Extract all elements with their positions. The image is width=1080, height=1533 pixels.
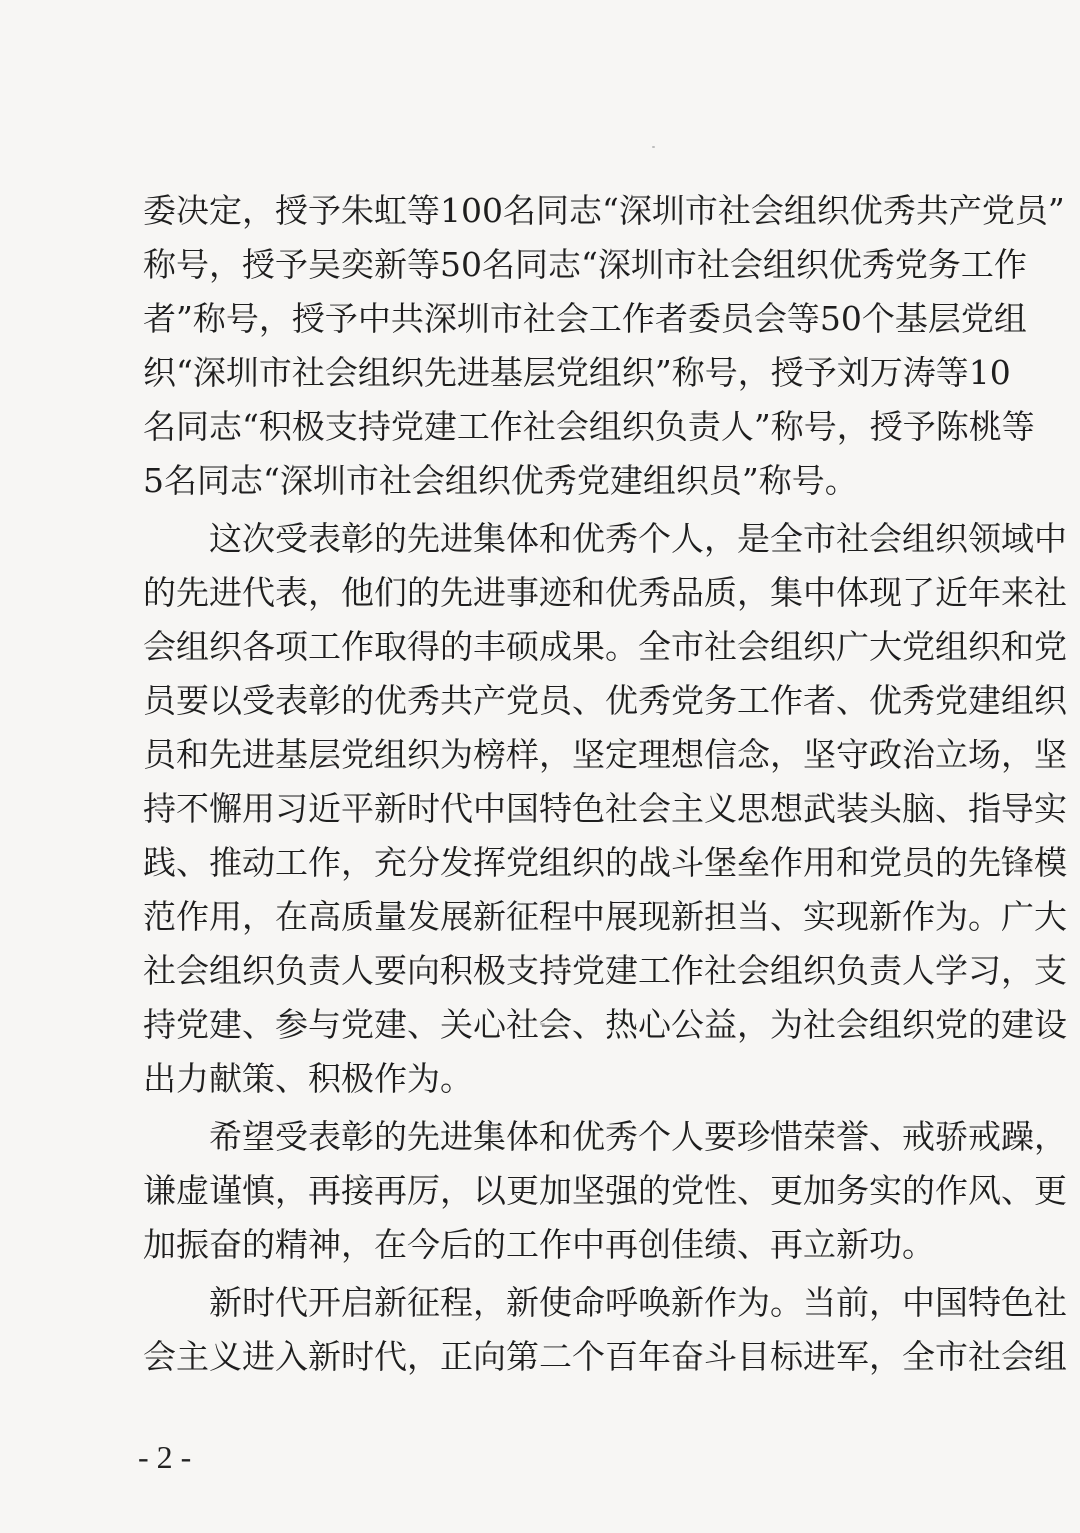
text-line: 称号，授予吴奕新等50名同志“深圳市社会组织优秀党务工作 [143, 245, 1027, 284]
text-line: 者”称号，授予中共深圳市社会工作者委员会等50个基层党组 [143, 299, 1027, 338]
text-line: 加振奋的精神，在今后的工作中再创佳绩、再立新功。 [143, 1225, 935, 1264]
text-line: 5名同志“深圳市社会组织优秀党建组织员”称号。 [143, 461, 858, 500]
text-line: 员要以受表彰的优秀共产党员、优秀党务工作者、优秀党建组织 [143, 681, 1067, 720]
text-line: 践、推动工作，充分发挥党组织的战斗堡垒作用和党员的先锋模 [143, 843, 1067, 882]
paragraph [143, 184, 1065, 508]
text-line: 织“深圳市社会组织先进基层党组织”称号，授予刘万涛等10 [143, 353, 1011, 392]
text-line: 委决定，授予朱虹等100名同志“深圳市社会组织优秀共产党员” [143, 191, 1065, 230]
text-line: 会组织各项工作取得的丰硕成果。全市社会组织广大党组织和党 [143, 627, 1067, 666]
paragraph [143, 512, 1067, 1106]
text-line: 范作用，在高质量发展新征程中展现新担当、实现新作为。广大 [143, 897, 1067, 936]
text-line: 社会组织负责人要向积极支持党建工作社会组织负责人学习，支 [143, 951, 1067, 990]
text-line: 谦虚谨慎，再接再厉，以更加坚强的党性、更加务实的作风、更 [143, 1171, 1067, 1210]
text-line: 这次受表彰的先进集体和优秀个人，是全市社会组织领域中 [209, 519, 1067, 558]
scan-speck [652, 146, 655, 148]
text-line: 持党建、参与党建、关心社会、热心公益，为社会组织党的建设 [143, 1005, 1067, 1044]
text-line: 新时代开启新征程，新使命呼唤新作为。当前，中国特色社 [209, 1283, 1067, 1322]
paragraph [143, 1276, 1067, 1384]
page-number: - 2 - [138, 1439, 192, 1475]
text-line: 的先进代表，他们的先进事迹和优秀品质，集中体现了近年来社 [143, 573, 1067, 612]
text-line: 名同志“积极支持党建工作社会组织负责人”称号，授予陈桃等 [143, 407, 1035, 446]
paragraph [143, 1110, 1067, 1272]
text-line: 员和先进基层党组织为榜样，坚定理想信念，坚守政治立场，坚 [143, 735, 1067, 774]
text-line: 出力献策、积极作为。 [143, 1059, 473, 1098]
text-line: 希望受表彰的先进集体和优秀个人要珍惜荣誉、戒骄戒躁， [209, 1117, 1067, 1156]
text-line: 会主义进入新时代，正向第二个百年奋斗目标进军，全市社会组 [143, 1337, 1067, 1376]
document-body [143, 184, 1067, 1384]
text-line: 持不懈用习近平新时代中国特色社会主义思想武装头脑、指导实 [143, 789, 1067, 828]
